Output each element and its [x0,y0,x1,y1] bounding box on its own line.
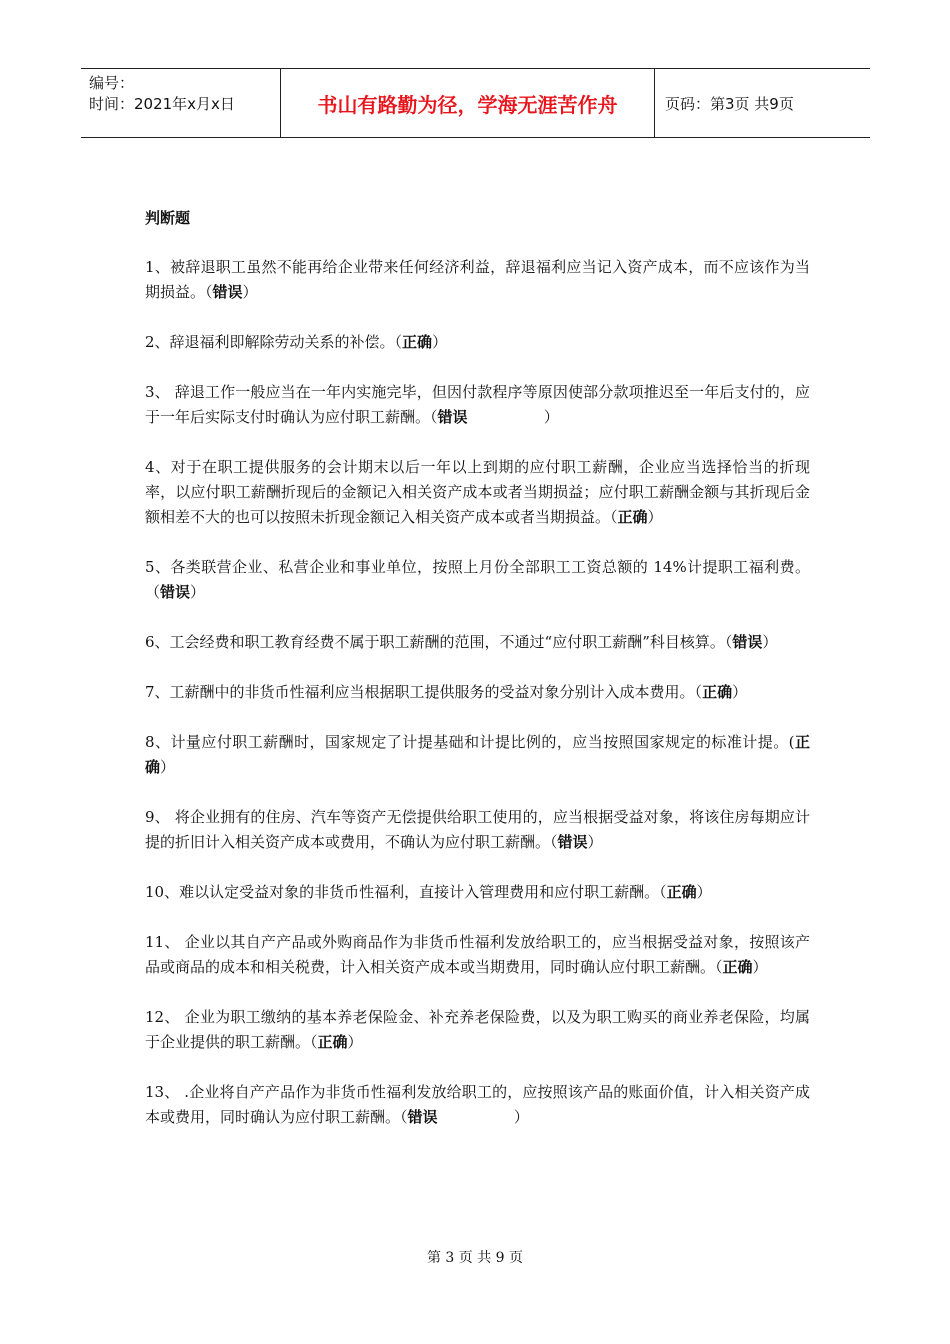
question-item [145,930,810,980]
answer-label: 正确 [617,508,648,526]
header-motto: 书山有路勤为径，学海无涯苦作舟 [281,69,655,137]
closing-paren: ） [647,508,663,526]
answer-label: 错误 [160,583,191,601]
question-item [145,330,810,355]
answer-label: 错误 [732,633,763,651]
question-text: 11、 企业以其自产产品或外购商品作为非货币性福利发放给职工的，应当根据受益对象，按照该产品或商品的成本和相关税费，计入相关资产成本或当期费用，同时确认应付职工薪酬。（ [145,933,810,976]
answer-label: 正确 [722,958,753,976]
page-header [81,68,870,138]
closing-paren: ） [242,283,258,301]
question-text: 8、计量应付职工薪酬时，国家规定了计提基础和计提比例的，应当按照国家规定的标准计提。( [145,733,795,751]
question-text: 3、 辞退工作一般应当在一年内实施完毕，但因付款程序等原因使部分款项推迟至一年后支付的，应于一年后实际支付时确认为应付职工薪酬。（ [145,383,810,426]
question-item [145,880,810,905]
question-text: 7、工薪酬中的非货币性福利应当根据职工提供服务的受益对象分别计入成本费用。（ [145,683,703,701]
question-text: 13、 .企业将自产产品作为非货币性福利发放给职工的，应按照该产品的账面价值，计入相关资产成本或费用，同时确认为应付职工薪酬。（ [145,1083,810,1126]
question-list [145,255,810,1130]
question-item [145,680,810,705]
question-item [145,1080,810,1130]
header-page-info: 页码：第3页 共9页 [665,94,794,113]
closing-paren: ） [190,583,206,601]
answer-label: 错误 [407,1108,438,1126]
closing-paren: ） [467,408,559,426]
answer-label: 正确 [666,883,697,901]
closing-paren: ） [696,883,712,901]
closing-paren: ） [432,333,448,351]
question-item [145,255,810,305]
answer-label: 正确 [317,1033,348,1051]
question-text: 10、难以认定受益对象的非货币性福利，直接计入管理费用和应付职工薪酬。（ [145,883,667,901]
question-text: 1、被辞退职工虽然不能再给企业带来任何经济利益，辞退福利应当记入资产成本，而不应该作为当期损益。（ [145,258,810,301]
answer-label: 正确 [402,333,433,351]
closing-paren: ） [160,758,176,776]
question-text: 9、 将企业拥有的住房、汽车等资产无偿提供给职工使用的，应当根据受益对象，将该住房每期应计提的折旧计入相关资产成本或费用，不确认为应付职工薪酬。（ [145,808,810,851]
answer-label: 错误 [437,408,468,426]
answer-label: 正确 [145,733,810,776]
question-item [145,555,810,605]
closing-paren: ） [347,1033,363,1051]
question-item [145,380,810,430]
question-text: 2、辞退福利即解除劳动关系的补偿。（ [145,333,403,351]
question-item [145,455,810,530]
question-text: 5、各类联营企业、私营企业和事业单位，按照上月份全部职工工资总额的 14%计提职工福利费。（ [145,558,810,601]
closing-paren: ） [752,958,768,976]
closing-paren: ） [762,633,778,651]
question-item [145,730,810,780]
question-item [145,1005,810,1055]
question-text: 6、工会经费和职工教育经费不属于职工薪酬的范围，不通过“应付职工薪酬”科目核算。（ [145,633,733,651]
page-footer: 第 3 页 共 9 页 [426,1250,524,1266]
date-label: 时间：2021年x月x日 [89,95,235,113]
number-label: 编号： [89,74,135,92]
question-text: 4、对于在职工提供服务的会计期末以后一年以上到期的应付职工薪酬，企业应当选择恰当的折现率，以应付职工薪酬折现后的金额记入相关资产成本或者当期损益；应付职工薪酬金额与其折现后金额相差不大的也可以按照未折现金额记入相关资产成本或者当期损益。（ [145,458,810,526]
question-item [145,630,810,655]
closing-paren: ） [732,683,748,701]
question-item [145,805,810,855]
closing-paren: ） [587,833,603,851]
section-title: 判断题 [145,209,191,227]
header-meta [81,69,281,137]
answer-label: 正确 [702,683,733,701]
document-body [145,206,810,1155]
closing-paren: ） [437,1108,529,1126]
answer-label: 错误 [212,283,243,301]
answer-label: 错误 [557,833,588,851]
question-text: 12、 企业为职工缴纳的基本养老保险金、补充养老保险费，以及为职工购买的商业养老保险，均属于企业提供的职工薪酬。（ [145,1008,810,1051]
